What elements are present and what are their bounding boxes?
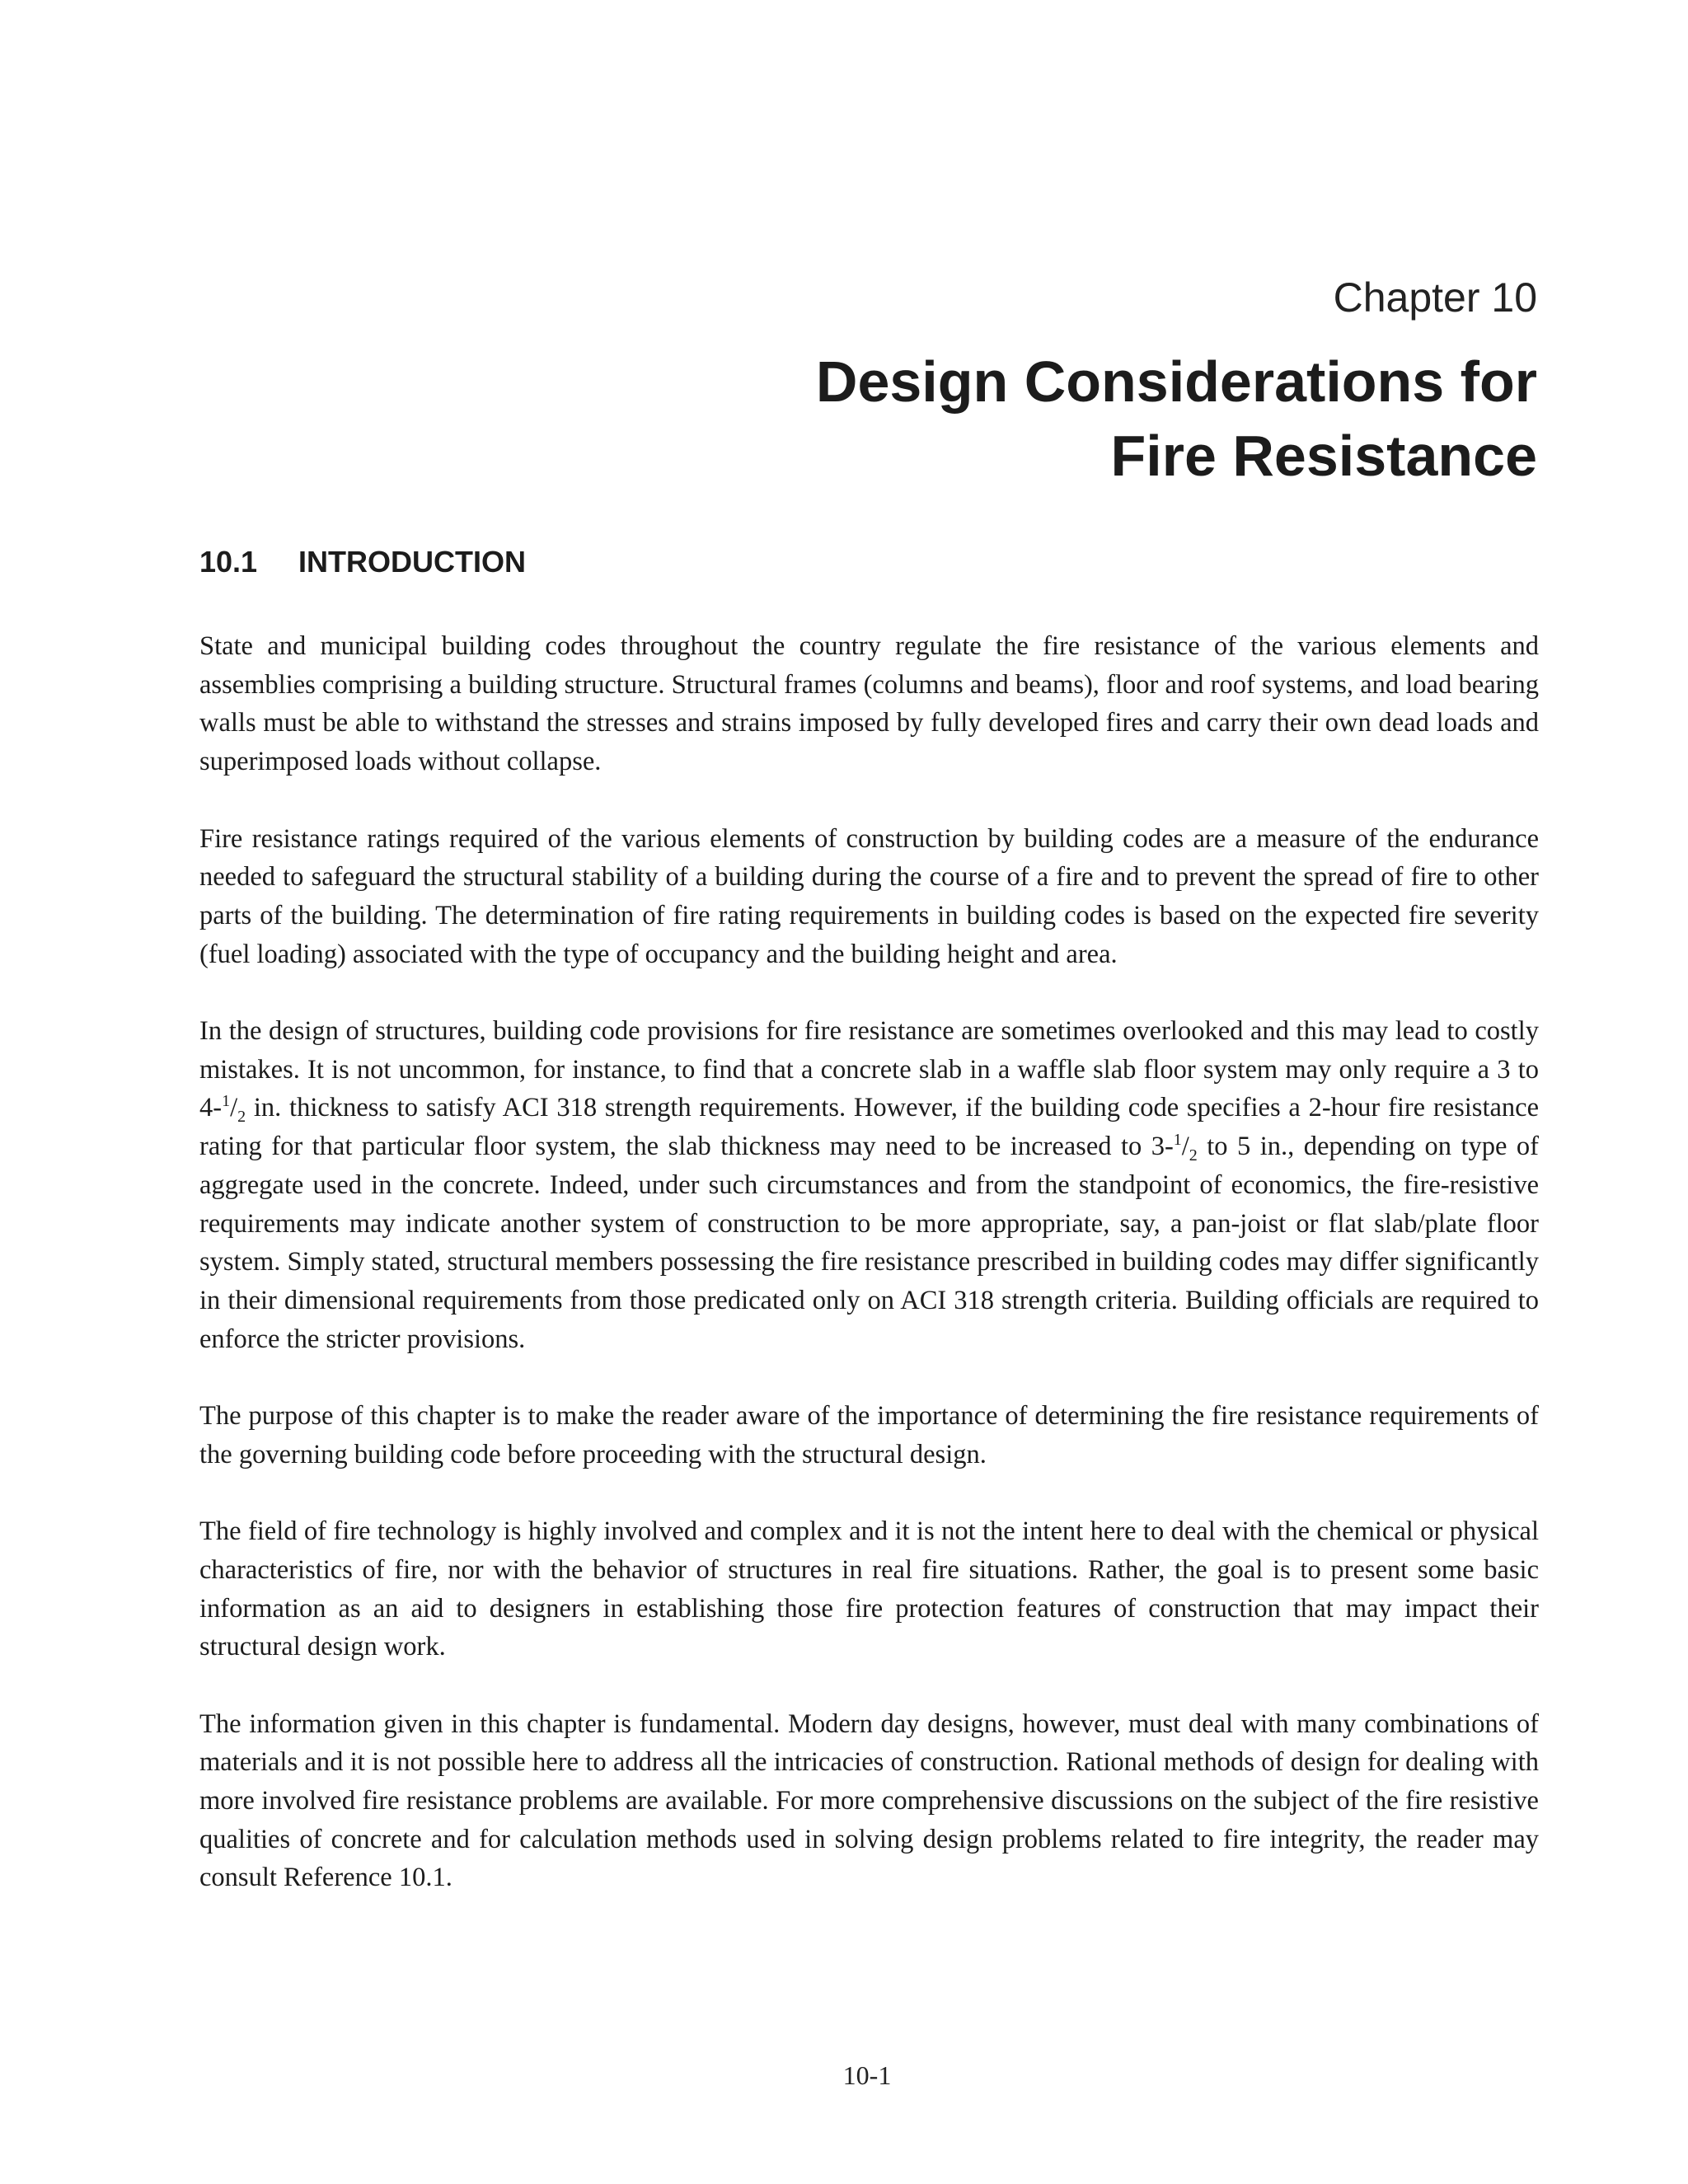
paragraph-3-part-a: In the design of structures, building code provisions for fire resistance are sometimes overlooked and this may lead to costly mistakes. It is not uncommon, for instance, to find that a concrete slab in a waffle slab floor system may only require a 3 to 4- <box>199 1016 1539 1123</box>
paragraph-2: Fire resistance ratings required of the various elements of construction by building codes are a measure of the endurance needed to safeguard the structural stability of a building during the course of a fire and to prevent the spread of fire to other parts of the building. The determination of fire rating requirements in building codes is based on the expected fire severity (fuel loading) associated with the type of occupancy and the building height and area. <box>199 823 1539 969</box>
body-text <box>199 627 1539 1936</box>
chapter-label: Chapter 10 <box>1333 274 1537 321</box>
paragraph-3-part-b: in. thickness to satisfy ACI 318 strength requirements. However, if the building code specifies a 2-hour fire resistance rating for that particular floor system, the slab thickness may need to be increased to 3- <box>199 1093 1539 1162</box>
fraction-denominator: 2 <box>237 1108 246 1127</box>
paragraph-5: The field of fire technology is highly involved and complex and it is not the intent here to deal with the chemical or physical characteristics of fire, nor with the behavior of structures in real fire situations. Rather, the goal is to present some basic information as an aid to designers in establishing those fire protection features of construction that may impact their structural design work. <box>199 1516 1539 1662</box>
chapter-title <box>301 344 1537 493</box>
fraction-slash: / <box>1181 1132 1189 1162</box>
paragraph-1: State and municipal building codes throughout the country regulate the fire resistance of the various elements and assemblies comprising a building structure. Structural frames (columns and beams), floor and roof systems, and load bearing walls must be able to withstand the stresses and strains imposed by fully developed fires and carry their own dead loads and superimposed loads without collapse. <box>199 631 1539 777</box>
fraction-denominator: 2 <box>1189 1146 1198 1165</box>
fraction-slash: / <box>230 1093 238 1123</box>
paragraph-6: The information given in this chapter is fundamental. Modern day designs, however, must deal with many combinations of materials and it is not possible here to address all the intricacies of construction. Rational methods of design for dealing with more involved fire resistance problems are available. For more comprehensive discussions on the subject of the fire resistive qualities of concrete and for calculation methods used in solving design problems related to fire integrity, the reader may consult Reference 10.1. <box>199 1708 1539 1893</box>
section-heading <box>199 547 526 577</box>
section-number: 10.1 <box>199 545 258 579</box>
paragraph-3-part-c: to 5 in., depending on type of aggregate used in the concrete. Indeed, under such circumstances and from the standpoint of economics, the fire-resistive requirements may indicate another system of construction to be more appropriate, say, a pan-joist or flat slab/plate floor system. Simply stated, structural members possessing the fire resistance prescribed in building codes may differ significantly in their dimensional requirements from those predicated only on ACI 318 strength criteria. Building officials are required to enforce the stricter provisions. <box>199 1132 1539 1354</box>
paragraph-3 <box>199 1012 1539 1358</box>
paragraph-4: The purpose of this chapter is to make the reader aware of the importance of determining the fire resistance requirements of the governing building code before proceeding with the structural design. <box>199 1401 1539 1469</box>
section-title: INTRODUCTION <box>298 545 526 579</box>
fraction-numerator: 1 <box>222 1092 231 1111</box>
chapter-title-line-2: Fire Resistance <box>1110 424 1537 488</box>
fraction-one-half-b <box>1173 1131 1198 1165</box>
chapter-title-line-1: Design Considerations for <box>815 349 1537 414</box>
page-number: 10-1 <box>842 2060 892 2090</box>
fraction-numerator: 1 <box>1173 1131 1182 1150</box>
fraction-one-half-a <box>222 1092 246 1127</box>
